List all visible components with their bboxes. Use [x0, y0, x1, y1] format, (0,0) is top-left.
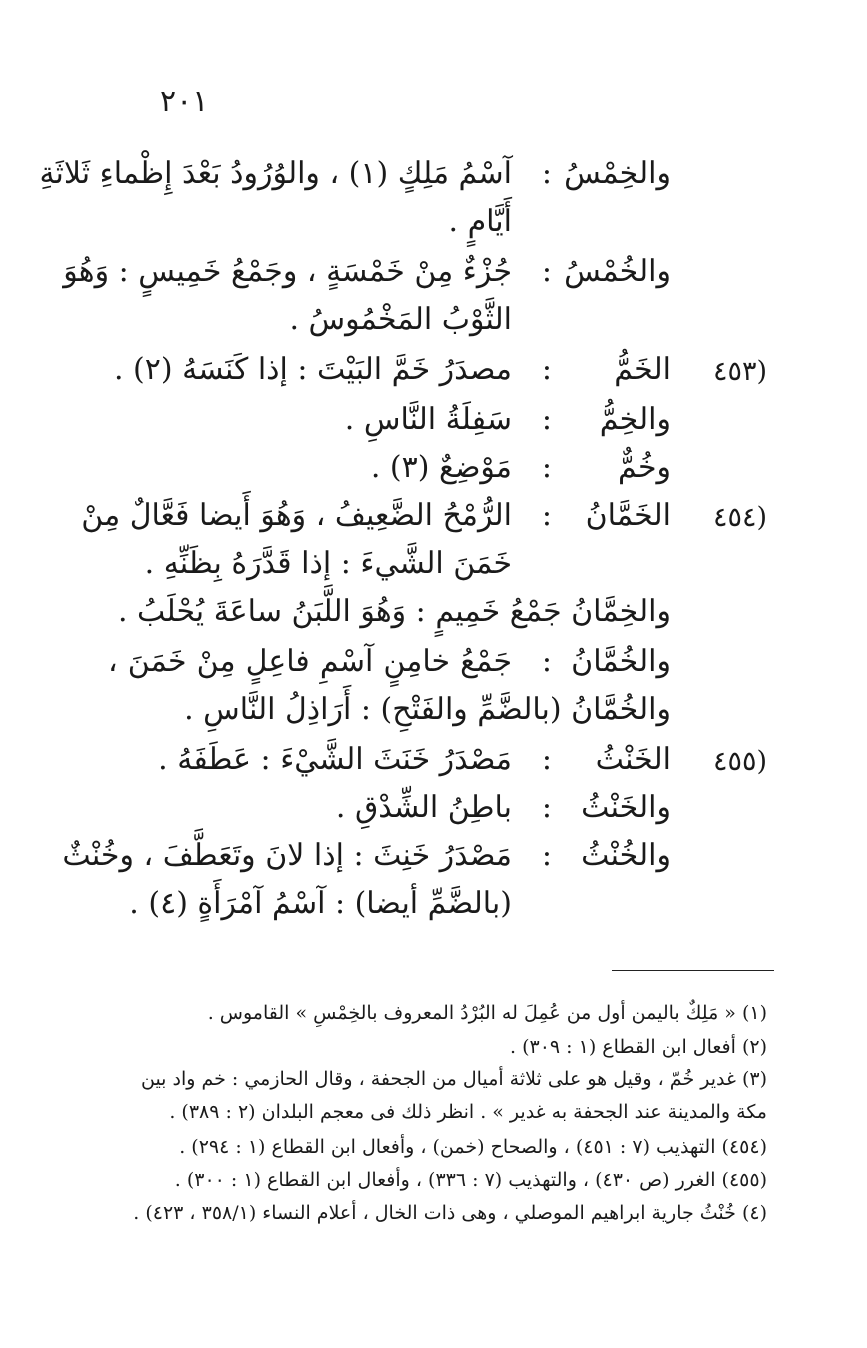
- entry-definition: مَوْضِعٌ (٣) .: [370, 450, 512, 485]
- entry: [0, 352, 867, 398]
- entry: [0, 838, 867, 884]
- entry-definition: الرُّمْحُ الضَّعِيفُ ، وَهُوَ أَيضا فَعَّالٌ مِنْ: [81, 498, 512, 533]
- entry-continuation: أَيَّامٍ .: [448, 204, 512, 239]
- footnote: (٤٥٤) التهذيب (٧ : ٤٥١) ، والصحاح (خمن) ، وأفعال ابن القطاع (١ : ٢٩٤) .: [179, 1136, 767, 1158]
- entry-number: (٤٥٤: [712, 502, 767, 533]
- entry-number: (٤٥٥: [712, 746, 767, 777]
- entry-definition: آسْمُ مَلِكٍ (١) ، والوُرُودُ بَعْدَ إِظْماءِ ثَلاثَةِ: [39, 156, 512, 191]
- footnote: (١) « مَلِكٌ باليمن أول من عُمِلَ له البُرْدُ المعروف بالخِمْسِ » القاموس .: [207, 1002, 767, 1024]
- entry: [0, 498, 867, 544]
- entry-colon: :: [541, 450, 552, 485]
- entry-definition: سَفِلَةُ النَّاسِ .: [344, 402, 512, 437]
- entry-colon: :: [541, 402, 552, 437]
- entry-colon: :: [541, 838, 552, 873]
- entry-word: والخُمْسُ: [564, 254, 671, 289]
- entry-colon: :: [541, 254, 552, 289]
- entry-word: والخَنْثُ: [581, 790, 671, 825]
- footnote-divider: [612, 970, 774, 971]
- entry-colon: :: [541, 644, 552, 679]
- entry-definition: مصدَرُ خَمَّ البَيْتَ : إذا كَنَسَهُ (٢) .: [113, 352, 512, 387]
- entry-word: والخِمَّانُ جَمْعُ خَمِيمٍ : وَهُوَ اللَّبَنُ ساعَةَ يُحْلَبُ .: [117, 594, 671, 629]
- footnote: (٢) أفعال ابن القطاع (١ : ٣٠٩) .: [510, 1036, 767, 1058]
- entry-number: (٤٥٣: [712, 356, 767, 387]
- entry-word: الخَنْثُ: [595, 742, 671, 777]
- entry-definition: جُزْءٌ مِنْ خَمْسَةٍ ، وجَمْعُ خَمِيسٍ : وَهُوَ: [63, 254, 512, 289]
- entry-definition: مَصْدَرُ خَنِثَ : إذا لانَ وتَعَطَّفَ ، وخُنْثٌ: [62, 838, 512, 873]
- entry-word: وخُمٌّ: [618, 450, 671, 485]
- entry: [0, 156, 867, 202]
- entry-continuation: والخُمَّانُ (بالضَّمِّ والفَتْحِ) : أَرَاذِلُ النَّاسِ .: [184, 692, 671, 727]
- entry: [0, 742, 867, 788]
- entry-definition: مَصْدَرُ خَنَثَ الشَّيْءَ : عَطَفَهُ .: [158, 742, 512, 777]
- entry-colon: :: [541, 156, 552, 191]
- entry-word: والخُمَّانُ: [571, 644, 671, 679]
- entry-word: والخِمْسُ: [564, 156, 671, 191]
- entry: [0, 254, 867, 300]
- entry-colon: :: [541, 790, 552, 825]
- entry-continuation: (بالضَّمِّ أيضا) : آسْمُ آمْرَأَةٍ (٤) .: [129, 886, 512, 921]
- entry: [0, 594, 867, 640]
- entry: [0, 790, 867, 836]
- entry: [0, 450, 867, 496]
- entry: [0, 644, 867, 690]
- entry-word: والخِمُّ: [599, 402, 671, 437]
- footnote: (٤) خُنْثُ جارية ابراهيم الموصلي ، وهى ذات الخال ، أعلام النساء (٣٥٨/١ ، ٤٢٣) .: [133, 1202, 767, 1224]
- entry-colon: :: [541, 498, 552, 533]
- entry: [0, 402, 867, 448]
- entry-continuation: الثَّوْبُ المَخْمُوسُ .: [289, 302, 512, 337]
- entry-colon: :: [541, 352, 552, 387]
- page-number: ٢٠١: [160, 84, 209, 119]
- entry-word: والخُنْثُ: [581, 838, 671, 873]
- entry-definition: باطِنُ الشِّدْقِ .: [335, 790, 512, 825]
- entry-definition: جَمْعُ خامِنٍ آسْمِ فاعِلٍ مِنْ خَمَنَ ،: [108, 644, 512, 679]
- entry-word: الخَمَّانُ: [585, 498, 671, 533]
- footnote: (٣) غدير خُمّ ، وقيل هو على ثلاثة أميال من الجحفة ، وقال الحازمي : خم واد بين: [140, 1068, 767, 1090]
- footnote-continuation: مكة والمدينة عند الجحفة به غدير » . انظر ذلك فى معجم البلدان (٢ : ٣٨٩) .: [169, 1101, 767, 1123]
- entry-colon: :: [541, 742, 552, 777]
- footnote: (٤٥٥) الغرر (ص ٤٣٠) ، والتهذيب (٧ : ٣٣٦) ، وأفعال ابن القطاع (١ : ٣٠٠) .: [174, 1169, 767, 1191]
- entry-continuation: خَمَنَ الشَّيءَ : إذا قَدَّرَهُ بِظَنِّهِ .: [144, 546, 512, 581]
- entry-word: الخَمُّ: [614, 352, 671, 387]
